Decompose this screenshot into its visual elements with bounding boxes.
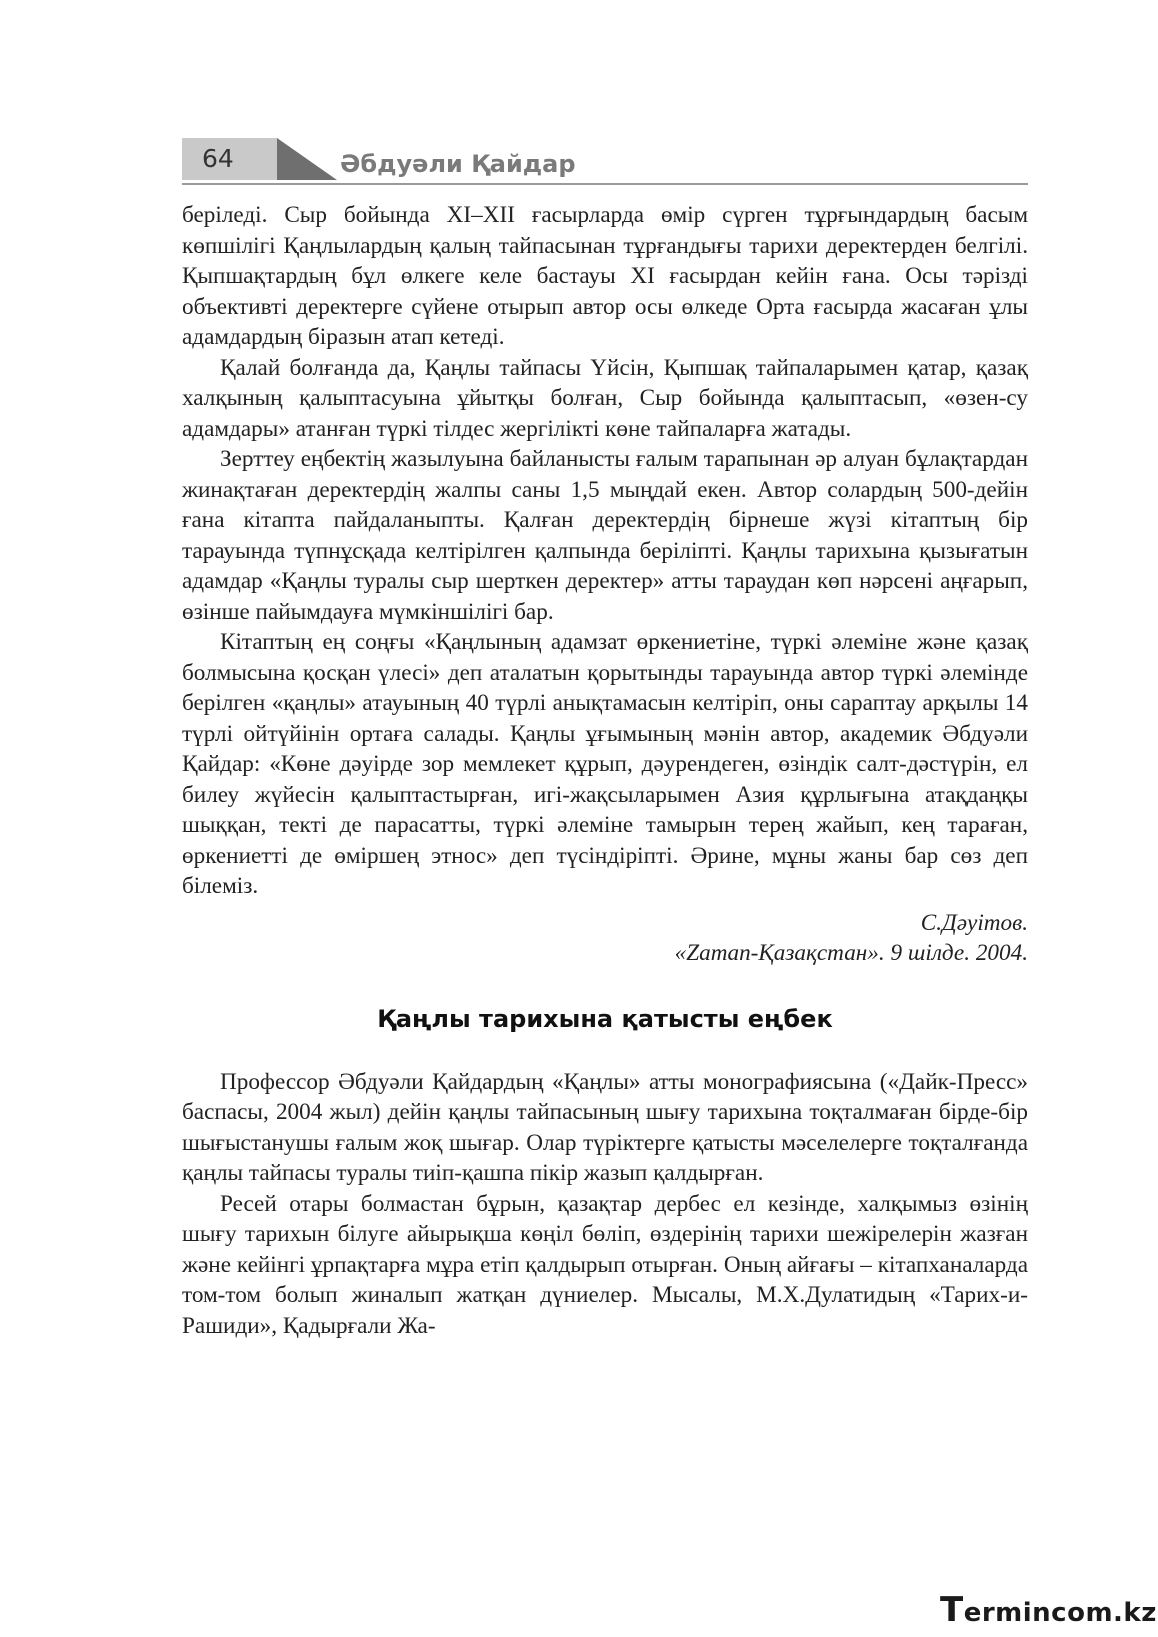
paragraph: Кітаптың ең соңғы «Қаңлының адамзат өркениетіне, түркі әлеміне және қазақ болмысына қосқан үлесі» деп аталатын қорытынды тарауында автор түркі әлемінде берілген «қаңлы» атауының 40 түрлі анықтамасын келтіріп, оны сараптау арқылы 14 түрлі ойтүйінін ортаға салады. Қаңлы ұғымының мәнін автор, академик Әбдуәли Қайдар: «Көне дәуірде зор мемлекет құрып, дәурендеген, өзіндік салт-дәстүрін, ел билеу жүйесін қалыптастырған, игі-жақсыларымен Азия құрлығына атақдаңқы шыққан, текті де парасатты, түркі әлеміне тамырын терең жайып, кең тараған, өркениетті де өміршең этнос» деп түсіндіріпті. Әрине, мұны жаны бар сөз деп білеміз. <box>182 629 1028 899</box>
paragraph: Қалай болғанда да, Қаңлы тайпасы Үйсін, Қыпшақ тайпаларымен қатар, қазақ халқының қалыптасуына ұйытқы болған, Сыр бойында қалыптасып, «өзен-су адамдары» атанған түркі тілдес жергілікті көне тайпаларға жатады. <box>182 354 1028 442</box>
page-body <box>182 200 1028 1341</box>
page-number: 64 <box>202 144 234 173</box>
watermark-initial: T <box>940 1590 964 1630</box>
header-rule <box>182 183 1028 185</box>
header-wedge <box>277 138 337 180</box>
watermark-logo <box>940 1590 1157 1630</box>
running-header <box>182 138 1028 188</box>
signature-source: «Zaman-Қазақстан». 9 шілде. 2004. <box>674 940 1028 966</box>
paragraph: Профессор Әбдуәли Қайдардың «Қаңлы» атты монографиясына («Дайк-Пресс» баспасы, 2004 жыл) дейін қаңлы тайпасының шығу тарихына тоқталмаған бірде-бір шығыстанушы ғалым жоқ шығар. Олар түріктерге қатысты мәселелерге тоқталғанда қаңлы тайпасы туралы тиіп-қашпа пікір жазып қалдырған. <box>182 1068 1028 1186</box>
paragraph: беріледі. Сыр бойында XI–XII ғасырларда өмір сүрген тұрғындардың басым көпшілігі Қаңлылардың қалың тайпасынан тұрғандығы тарихи деректерден белгілі. Қыпшақтардың бұл өлкеге келе бастауы XI ғасырдан кейін ғана. Осы тәрізді объективті деректерге сүйене отырып автор осы өлкеде Орта ғасырда жасаған ұлы адамдардың біразын атап кетеді. <box>182 202 1028 350</box>
signature-name: С.Дәуітов. <box>920 909 1028 936</box>
watermark-text: ermincom.kz <box>963 1598 1157 1628</box>
paragraph: Ресей отары болмастан бұрын, қазақтар дербес ел кезінде, халқымыз өзінің шығу тарихын білуге айырықша көңіл бөліп, өздерінің тарихи шежірелерін жазған және кейінгі ұрпақтарға мұра етіп қалдырып отырған. Оның айғағы – кітапханаларда том-том болып жиналып жатқан дүниелер. Мысалы, М.Х.Дулатидың «Тарих-и-Рашиди», Қадырғали Жа- <box>182 1190 1028 1339</box>
paragraph: Зерттеу еңбектің жазылуына байланысты ғалым тарапынан әр алуан бұлақтардан жинақтаған деректердің жалпы саны 1,5 мыңдай екен. Автор солардың 500-дейін ғана кітапта пайдаланыпты. Қалған деректердің бірнеше жүзі кітаптың бір тарауында түпнұсқада келтірілген қалпында беріліпті. Қаңлы тарихына қызығатын адамдар «Қаңлы туралы сыр шерткен деректер» атты тараудан көп нәрсені аңғарып, өзінше пайымдауға мүмкіншілігі бар. <box>182 446 1028 625</box>
running-author: Әбдуәли Қайдар <box>340 150 576 178</box>
section-title: Қаңлы тарихына қатысты еңбек <box>377 1004 833 1033</box>
